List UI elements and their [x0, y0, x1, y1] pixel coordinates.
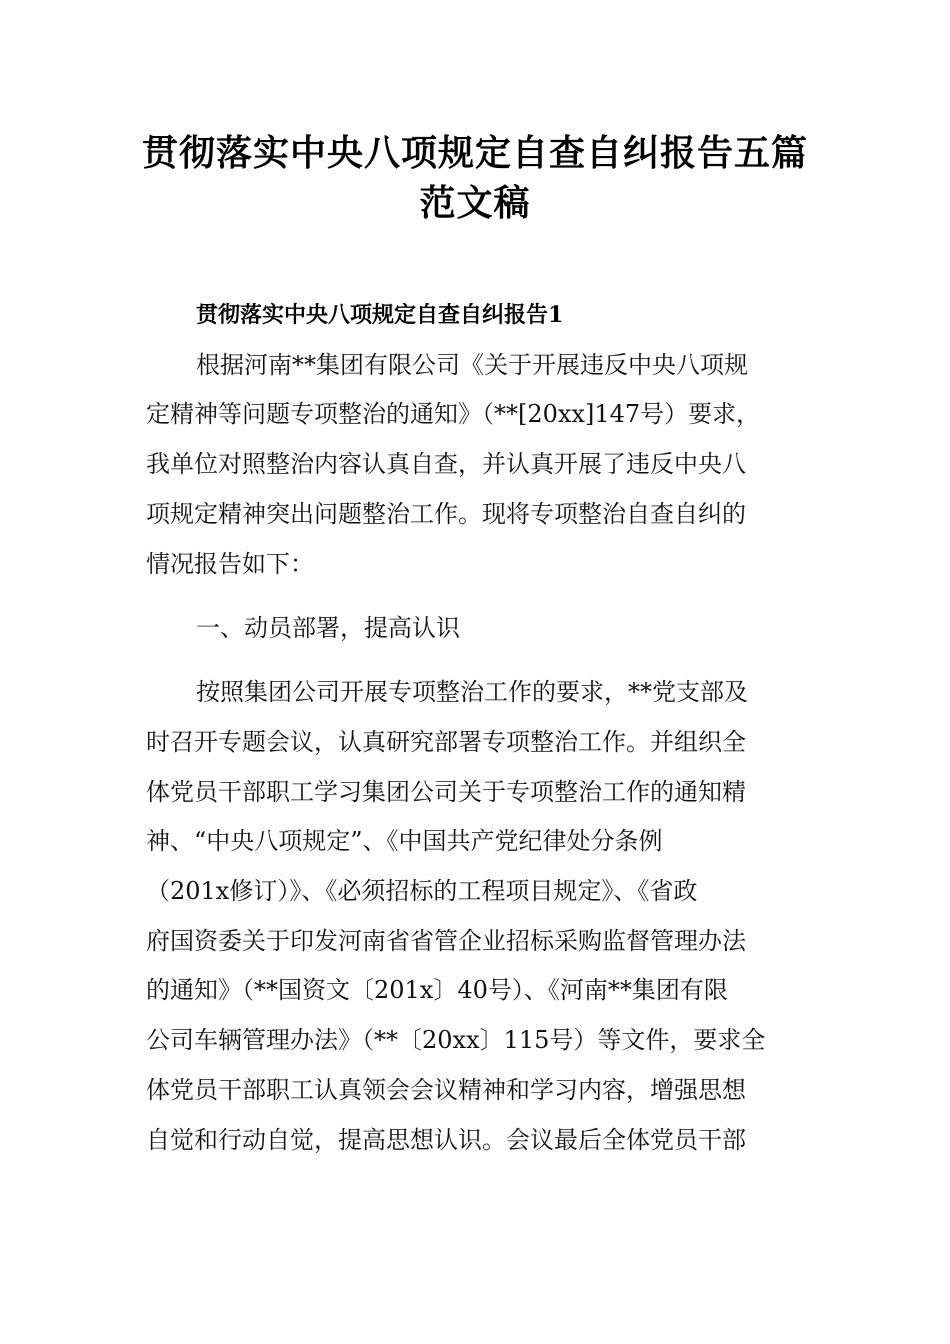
- paragraph-line: 根据河南**集团有限公司《关于开展违反中央八项规: [196, 351, 748, 379]
- section-heading: 贯彻落实中央八项规定自查自纠报告1: [196, 302, 564, 328]
- paragraph-line: 体党员干部职工学习集团公司关于专项整治工作的通知精: [146, 778, 746, 806]
- paragraph-line: 项规定精神突出问题整治工作。现将专项整治自查自纠的: [146, 500, 746, 528]
- paragraph-line: 情况报告如下：: [146, 550, 314, 578]
- paragraph-line: 府国资委关于印发河南省省管企业招标采购监督管理办法: [146, 927, 746, 955]
- paragraph-line: 定精神等问题专项整治的通知》（**[20xx]147号）要求，: [146, 400, 761, 428]
- subsection-heading: 一、动员部署，提高认识: [196, 614, 460, 642]
- paragraph-line: 时召开专题会议，认真研究部署专项整治工作。并组织全: [146, 728, 746, 756]
- paragraph-line: 的通知》（**国资文〔201x〕40号）、《河南**集团有限: [146, 976, 728, 1004]
- paragraph-line: 体党员干部职工认真领会会议精神和学习内容，增强思想: [146, 1076, 746, 1104]
- document-title-line-2: 范文稿: [419, 182, 531, 224]
- paragraph-line: 神、“中央八项规定”、《中国共产党纪律处分条例: [146, 827, 663, 855]
- paragraph-line: 按照集团公司开展专项整治工作的要求，**党支部及: [196, 678, 748, 706]
- paragraph-line: 公司车辆管理办法》（**〔20xx〕115号）等文件，要求全: [146, 1026, 766, 1054]
- paragraph-line: 自觉和行动自觉，提高思想认识。会议最后全体党员干部: [146, 1126, 746, 1154]
- document-title-line-1: 贯彻落实中央八项规定自查自纠报告五篇: [141, 132, 808, 174]
- paragraph-line: 我单位对照整治内容认真自查，并认真开展了违反中央八: [146, 450, 746, 478]
- paragraph-line: （201x修订）》、《必须招标的工程项目规定》、《省政: [146, 877, 698, 905]
